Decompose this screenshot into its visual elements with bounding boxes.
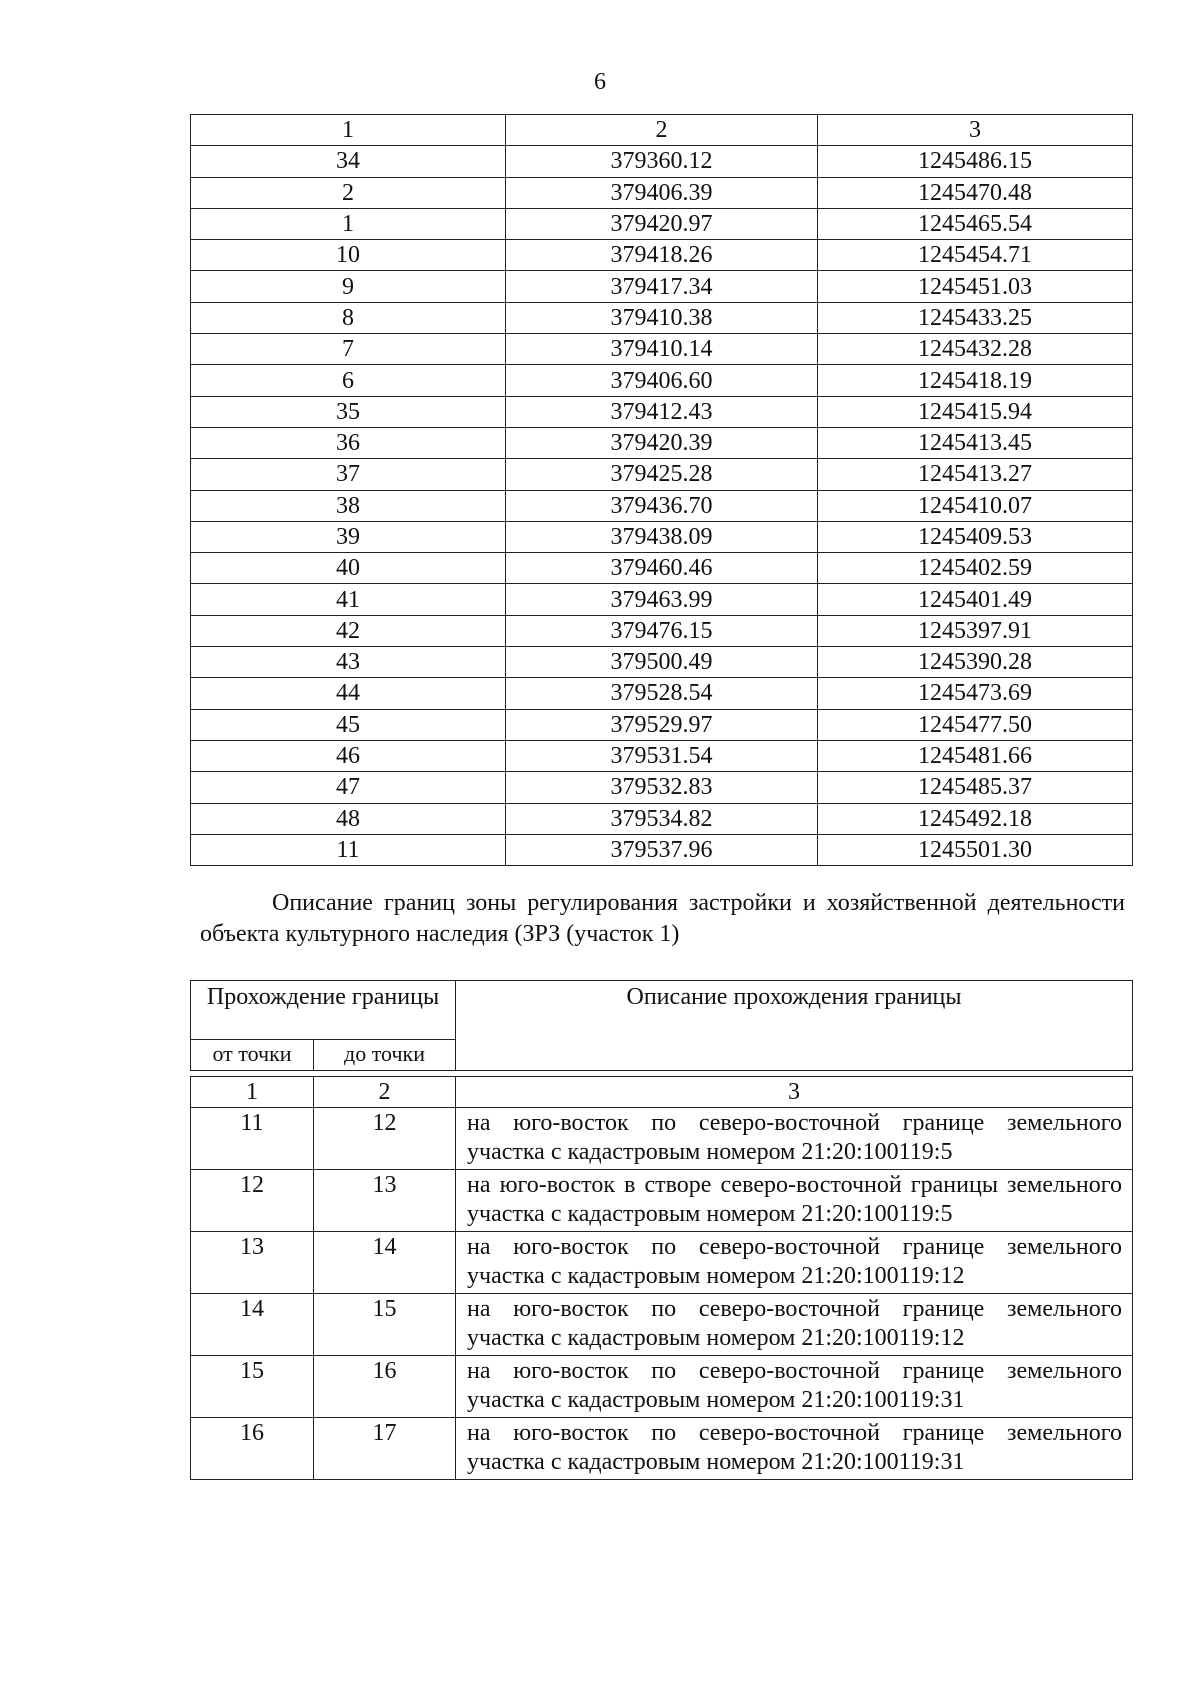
table-row bbox=[191, 490, 1133, 521]
from-point-cell: 14 bbox=[191, 1294, 314, 1356]
header-from-point: от точки bbox=[191, 1040, 314, 1071]
from-point-cell: 13 bbox=[191, 1232, 314, 1294]
x-coordinate-cell: 379534.82 bbox=[506, 803, 818, 834]
description-cell: на юго-восток по северо-восточной границе земельного участка с кадастровым номером 21:20:100119:5 bbox=[456, 1108, 1133, 1170]
description-cell: на юго-восток по северо-восточной границе земельного участка с кадастровым номером 21:20:100119:12 bbox=[456, 1232, 1133, 1294]
section-title: Описание границ зоны регулирования застройки и хозяйственной деятельности объекта культурного наследия (ЗРЗ (участок 1) bbox=[200, 890, 1125, 947]
y-coordinate-cell: 1245454.71 bbox=[818, 240, 1133, 271]
table-row bbox=[191, 396, 1133, 427]
column-number-to: 2 bbox=[314, 1077, 456, 1108]
x-coordinate-cell: 379537.96 bbox=[506, 834, 818, 865]
from-point-cell: 15 bbox=[191, 1356, 314, 1418]
point-number-cell: 35 bbox=[191, 396, 506, 427]
y-coordinate-cell: 1245418.19 bbox=[818, 365, 1133, 396]
y-coordinate-cell: 1245501.30 bbox=[818, 834, 1133, 865]
table-row bbox=[191, 740, 1133, 771]
y-coordinate-cell: 1245401.49 bbox=[818, 584, 1133, 615]
y-coordinate-cell: 1245433.25 bbox=[818, 302, 1133, 333]
x-coordinate-cell: 379410.14 bbox=[506, 334, 818, 365]
column-number-from: 1 bbox=[191, 1077, 314, 1108]
point-number-cell: 8 bbox=[191, 302, 506, 333]
table-row bbox=[191, 521, 1133, 552]
y-coordinate-cell: 1245477.50 bbox=[818, 709, 1133, 740]
table-row bbox=[191, 1170, 1133, 1232]
page-number: 6 bbox=[594, 69, 606, 95]
x-coordinate-cell: 379420.39 bbox=[506, 427, 818, 458]
x-coordinate-cell: 379406.60 bbox=[506, 365, 818, 396]
table-row bbox=[191, 615, 1133, 646]
y-coordinate-cell: 1245486.15 bbox=[818, 146, 1133, 177]
point-number-cell: 45 bbox=[191, 709, 506, 740]
column-number-x: 2 bbox=[506, 115, 818, 146]
x-coordinate-cell: 379420.97 bbox=[506, 208, 818, 239]
x-coordinate-cell: 379418.26 bbox=[506, 240, 818, 271]
y-coordinate-cell: 1245402.59 bbox=[818, 553, 1133, 584]
y-coordinate-cell: 1245473.69 bbox=[818, 678, 1133, 709]
point-number-cell: 34 bbox=[191, 146, 506, 177]
point-number-cell: 7 bbox=[191, 334, 506, 365]
x-coordinate-cell: 379529.97 bbox=[506, 709, 818, 740]
point-number-cell: 38 bbox=[191, 490, 506, 521]
coordinates-table bbox=[190, 114, 1133, 866]
x-coordinate-cell: 379460.46 bbox=[506, 553, 818, 584]
description-cell: на юго-восток по северо-восточной границе земельного участка с кадастровым номером 21:20:100119:12 bbox=[456, 1294, 1133, 1356]
y-coordinate-cell: 1245470.48 bbox=[818, 177, 1133, 208]
point-number-cell: 10 bbox=[191, 240, 506, 271]
point-number-cell: 39 bbox=[191, 521, 506, 552]
table-row bbox=[191, 553, 1133, 584]
point-number-cell: 42 bbox=[191, 615, 506, 646]
column-number-desc: 3 bbox=[456, 1077, 1133, 1108]
header-boundary-description: Описание прохождения границы bbox=[456, 981, 1133, 1071]
from-point-cell: 11 bbox=[191, 1108, 314, 1170]
table-row bbox=[191, 803, 1133, 834]
table-row bbox=[191, 271, 1133, 302]
table-row bbox=[191, 146, 1133, 177]
x-coordinate-cell: 379412.43 bbox=[506, 396, 818, 427]
y-coordinate-cell: 1245410.07 bbox=[818, 490, 1133, 521]
y-coordinate-cell: 1245413.45 bbox=[818, 427, 1133, 458]
y-coordinate-cell: 1245492.18 bbox=[818, 803, 1133, 834]
description-cell: на юго-восток по северо-восточной границе земельного участка с кадастровым номером 21:20:100119:31 bbox=[456, 1418, 1133, 1480]
table-row bbox=[191, 334, 1133, 365]
description-cell: на юго-восток в створе северо-восточной границы земельного участка с кадастровым номером 21:20:100119:5 bbox=[456, 1170, 1133, 1232]
y-coordinate-cell: 1245397.91 bbox=[818, 615, 1133, 646]
y-coordinate-cell: 1245481.66 bbox=[818, 740, 1133, 771]
table-header-row bbox=[191, 115, 1133, 146]
table-row bbox=[191, 678, 1133, 709]
table-row bbox=[191, 709, 1133, 740]
x-coordinate-cell: 379406.39 bbox=[506, 177, 818, 208]
point-number-cell: 1 bbox=[191, 208, 506, 239]
boundary-description-table bbox=[190, 980, 1133, 1480]
table-row bbox=[191, 427, 1133, 458]
x-coordinate-cell: 379425.28 bbox=[506, 459, 818, 490]
header-boundary-passage: Прохождение границы bbox=[191, 981, 456, 1040]
table-row bbox=[191, 834, 1133, 865]
header-row-group bbox=[191, 981, 1133, 1040]
table-row bbox=[191, 240, 1133, 271]
table-row bbox=[191, 772, 1133, 803]
table-row bbox=[191, 1108, 1133, 1170]
x-coordinate-cell: 379417.34 bbox=[506, 271, 818, 302]
to-point-cell: 15 bbox=[314, 1294, 456, 1356]
header-to-point: до точки bbox=[314, 1040, 456, 1071]
table-row bbox=[191, 647, 1133, 678]
point-number-cell: 43 bbox=[191, 647, 506, 678]
table-row bbox=[191, 177, 1133, 208]
to-point-cell: 12 bbox=[314, 1108, 456, 1170]
x-coordinate-cell: 379436.70 bbox=[506, 490, 818, 521]
point-number-cell: 9 bbox=[191, 271, 506, 302]
column-numbers-row bbox=[191, 1077, 1133, 1108]
x-coordinate-cell: 379528.54 bbox=[506, 678, 818, 709]
point-number-cell: 46 bbox=[191, 740, 506, 771]
table-row bbox=[191, 1418, 1133, 1480]
point-number-cell: 41 bbox=[191, 584, 506, 615]
to-point-cell: 16 bbox=[314, 1356, 456, 1418]
x-coordinate-cell: 379360.12 bbox=[506, 146, 818, 177]
point-number-cell: 40 bbox=[191, 553, 506, 584]
point-number-cell: 48 bbox=[191, 803, 506, 834]
table-row bbox=[191, 302, 1133, 333]
x-coordinate-cell: 379476.15 bbox=[506, 615, 818, 646]
table-row bbox=[191, 1294, 1133, 1356]
point-number-cell: 36 bbox=[191, 427, 506, 458]
x-coordinate-cell: 379438.09 bbox=[506, 521, 818, 552]
table-row bbox=[191, 1232, 1133, 1294]
x-coordinate-cell: 379532.83 bbox=[506, 772, 818, 803]
to-point-cell: 13 bbox=[314, 1170, 456, 1232]
description-cell: на юго-восток по северо-восточной границе земельного участка с кадастровым номером 21:20:100119:31 bbox=[456, 1356, 1133, 1418]
y-coordinate-cell: 1245409.53 bbox=[818, 521, 1133, 552]
table-row bbox=[191, 1356, 1133, 1418]
from-point-cell: 16 bbox=[191, 1418, 314, 1480]
x-coordinate-cell: 379531.54 bbox=[506, 740, 818, 771]
y-coordinate-cell: 1245413.27 bbox=[818, 459, 1133, 490]
from-point-cell: 12 bbox=[191, 1170, 314, 1232]
point-number-cell: 2 bbox=[191, 177, 506, 208]
y-coordinate-cell: 1245390.28 bbox=[818, 647, 1133, 678]
y-coordinate-cell: 1245432.28 bbox=[818, 334, 1133, 365]
x-coordinate-cell: 379410.38 bbox=[506, 302, 818, 333]
table-row bbox=[191, 459, 1133, 490]
y-coordinate-cell: 1245451.03 bbox=[818, 271, 1133, 302]
point-number-cell: 11 bbox=[191, 834, 506, 865]
point-number-cell: 6 bbox=[191, 365, 506, 396]
y-coordinate-cell: 1245415.94 bbox=[818, 396, 1133, 427]
y-coordinate-cell: 1245485.37 bbox=[818, 772, 1133, 803]
table-row bbox=[191, 584, 1133, 615]
point-number-cell: 37 bbox=[191, 459, 506, 490]
to-point-cell: 17 bbox=[314, 1418, 456, 1480]
point-number-cell: 47 bbox=[191, 772, 506, 803]
table-row bbox=[191, 365, 1133, 396]
point-number-cell: 44 bbox=[191, 678, 506, 709]
to-point-cell: 14 bbox=[314, 1232, 456, 1294]
x-coordinate-cell: 379500.49 bbox=[506, 647, 818, 678]
column-number-point: 1 bbox=[191, 115, 506, 146]
table-row bbox=[191, 208, 1133, 239]
x-coordinate-cell: 379463.99 bbox=[506, 584, 818, 615]
column-number-y: 3 bbox=[818, 115, 1133, 146]
y-coordinate-cell: 1245465.54 bbox=[818, 208, 1133, 239]
